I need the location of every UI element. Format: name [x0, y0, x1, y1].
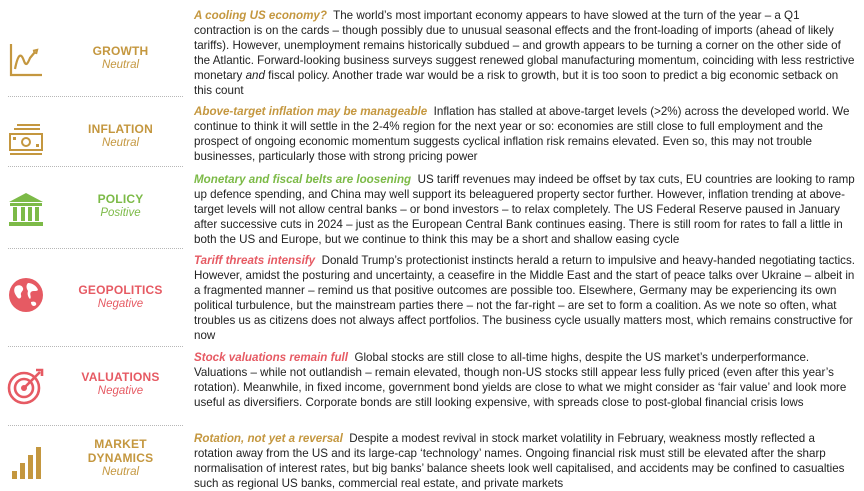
divider	[8, 425, 183, 426]
row-title-line: MARKET	[94, 437, 147, 451]
row-body: Donald Trump’s protectionist instincts herald a return to impulsive and heavy-handed negotiating tactics. However, amidst the posturing and uncertainty, a ceasefire in the Middle East and the start of peace talks over Ukraine – albeit in a fragmented manner – remind us that positive outcomes are possible too. Elsewhere, Germany may be experiencing its own political turbulence, but the mainstream parties there – not the far-right – are set to form a coalition. As we note so often, what troubles us as citizens does not always affect portfolios. The business cycle usually matters most, which remains constructive for now	[194, 254, 855, 343]
row-body: Inflation has stalled at above-target levels (>2%) across the developed world. We continue to think it will settle in the 2-4% region for the next year or so: economies are still close to full employment and the prospect of ongoing economic momentum suggests cyclical inflation risk remains elevated. Even so, this may not trouble businesses, particularly those with strong pricing power	[194, 105, 850, 164]
row-text	[194, 253, 856, 344]
row-title: GEOPOLITICS	[78, 283, 163, 297]
row-title: INFLATION	[88, 122, 153, 136]
row-status: Neutral	[101, 466, 140, 478]
row-body-tail: fiscal policy. Another trade war would be a risk to growth, but it is too soon to predict a big economic setback on this count	[194, 69, 839, 98]
row-status: Negative	[97, 385, 144, 397]
row-headline: Above-target inflation may be manageable	[194, 105, 428, 118]
row-valuations	[0, 350, 864, 426]
row-status: Positive	[100, 207, 141, 219]
row-headline: Monetary and fiscal belts are loosening	[194, 173, 412, 186]
valuations-panel	[0, 350, 183, 426]
row-body: Despite a modest revival in stock market volatility in February, weakness mostly reflected a rotation away from the US and its large-cap ‘technology’ names. Ongoing financial risk must still be elevated after the sharp normalisation of interest rates, but big banks’ balance sheets look well capitalised, and accidents may be confined to casualties such as regional US banks, commercial real estate, and private markets	[194, 432, 845, 491]
row-title: VALUATIONS	[81, 370, 160, 384]
row-body: Global stocks are still close to all-time highs, despite the US market’s underperformance. Valuations – while not outlandish – remain elevated, though non-US stocks still appear less fully priced (even after this year’s rotation). Meanwhile, in fixed income, government bond yields are close to what we might consider as ‘fair value’ and look more useful as diversifiers. Corporate bonds are still looking expensive, with spreads close to post-global financial crisis lows	[194, 351, 847, 410]
money-icon	[6, 120, 46, 160]
row-text	[194, 350, 856, 410]
row-body: The world’s most important economy appears to have slowed at the turn of the year – a Q1 contraction is on the cards – though possibly due to unusual seasonal effects and the front-loading of imports (ahead of likely tariffs). However, unemployment remains historically subdued – and growth appears to be turning a corner on the other side of the Atlantic. Forward-looking business surveys suggest renewed global manufacturing momentum, coinciding with less restrictive monetary	[194, 9, 855, 83]
row-status: Negative	[97, 298, 144, 310]
row-body: US tariff revenues may indeed be offset by tax cuts, EU countries are looking to ramp up defence spending, and China may well support its beleaguered property sector further. However, inflation trending at above-target levels will not allow central banks – or bond investors – to relax completely. The US Federal Reserve paused in January after successive cuts in 2024 – just as the European Central Bank continues easing. There is still room for rates to fall a little in both the US and Europe, but we continue to think this may be a short and shallow easing cycle	[194, 173, 855, 247]
row-title: GROWTH	[92, 44, 149, 58]
inflation-panel	[0, 104, 183, 168]
row-body-emphasis: and	[245, 69, 265, 83]
row-text	[194, 172, 856, 247]
geopolitics-panel	[0, 253, 183, 345]
row-growth	[0, 8, 864, 96]
growth-chart-icon	[6, 40, 46, 80]
market-dynamics-panel	[0, 431, 183, 489]
divider	[8, 166, 183, 167]
row-title-line: DYNAMICS	[87, 451, 154, 465]
row-title	[58, 437, 183, 479]
policy-panel	[0, 172, 183, 248]
row-text	[194, 431, 856, 491]
bar-chart-icon	[6, 443, 46, 483]
divider	[8, 248, 183, 249]
row-market-dynamics	[0, 431, 864, 489]
row-headline: A cooling US economy?	[194, 9, 327, 22]
globe-icon	[6, 275, 46, 315]
row-headline: Tariff threats intensify	[194, 254, 316, 267]
row-text	[194, 104, 856, 164]
row-title: POLICY	[97, 192, 144, 206]
row-inflation	[0, 104, 864, 168]
row-geopolitics	[0, 253, 864, 345]
divider	[8, 346, 183, 347]
row-status: Neutral	[101, 59, 140, 71]
bank-building-icon	[6, 190, 46, 230]
row-status: Neutral	[101, 137, 140, 149]
growth-panel	[0, 8, 183, 96]
row-headline: Stock valuations remain full	[194, 351, 348, 364]
row-headline: Rotation, not yet a reversal	[194, 432, 343, 445]
row-text	[194, 8, 856, 99]
divider	[8, 96, 183, 97]
target-icon	[6, 366, 46, 406]
row-policy	[0, 172, 864, 248]
